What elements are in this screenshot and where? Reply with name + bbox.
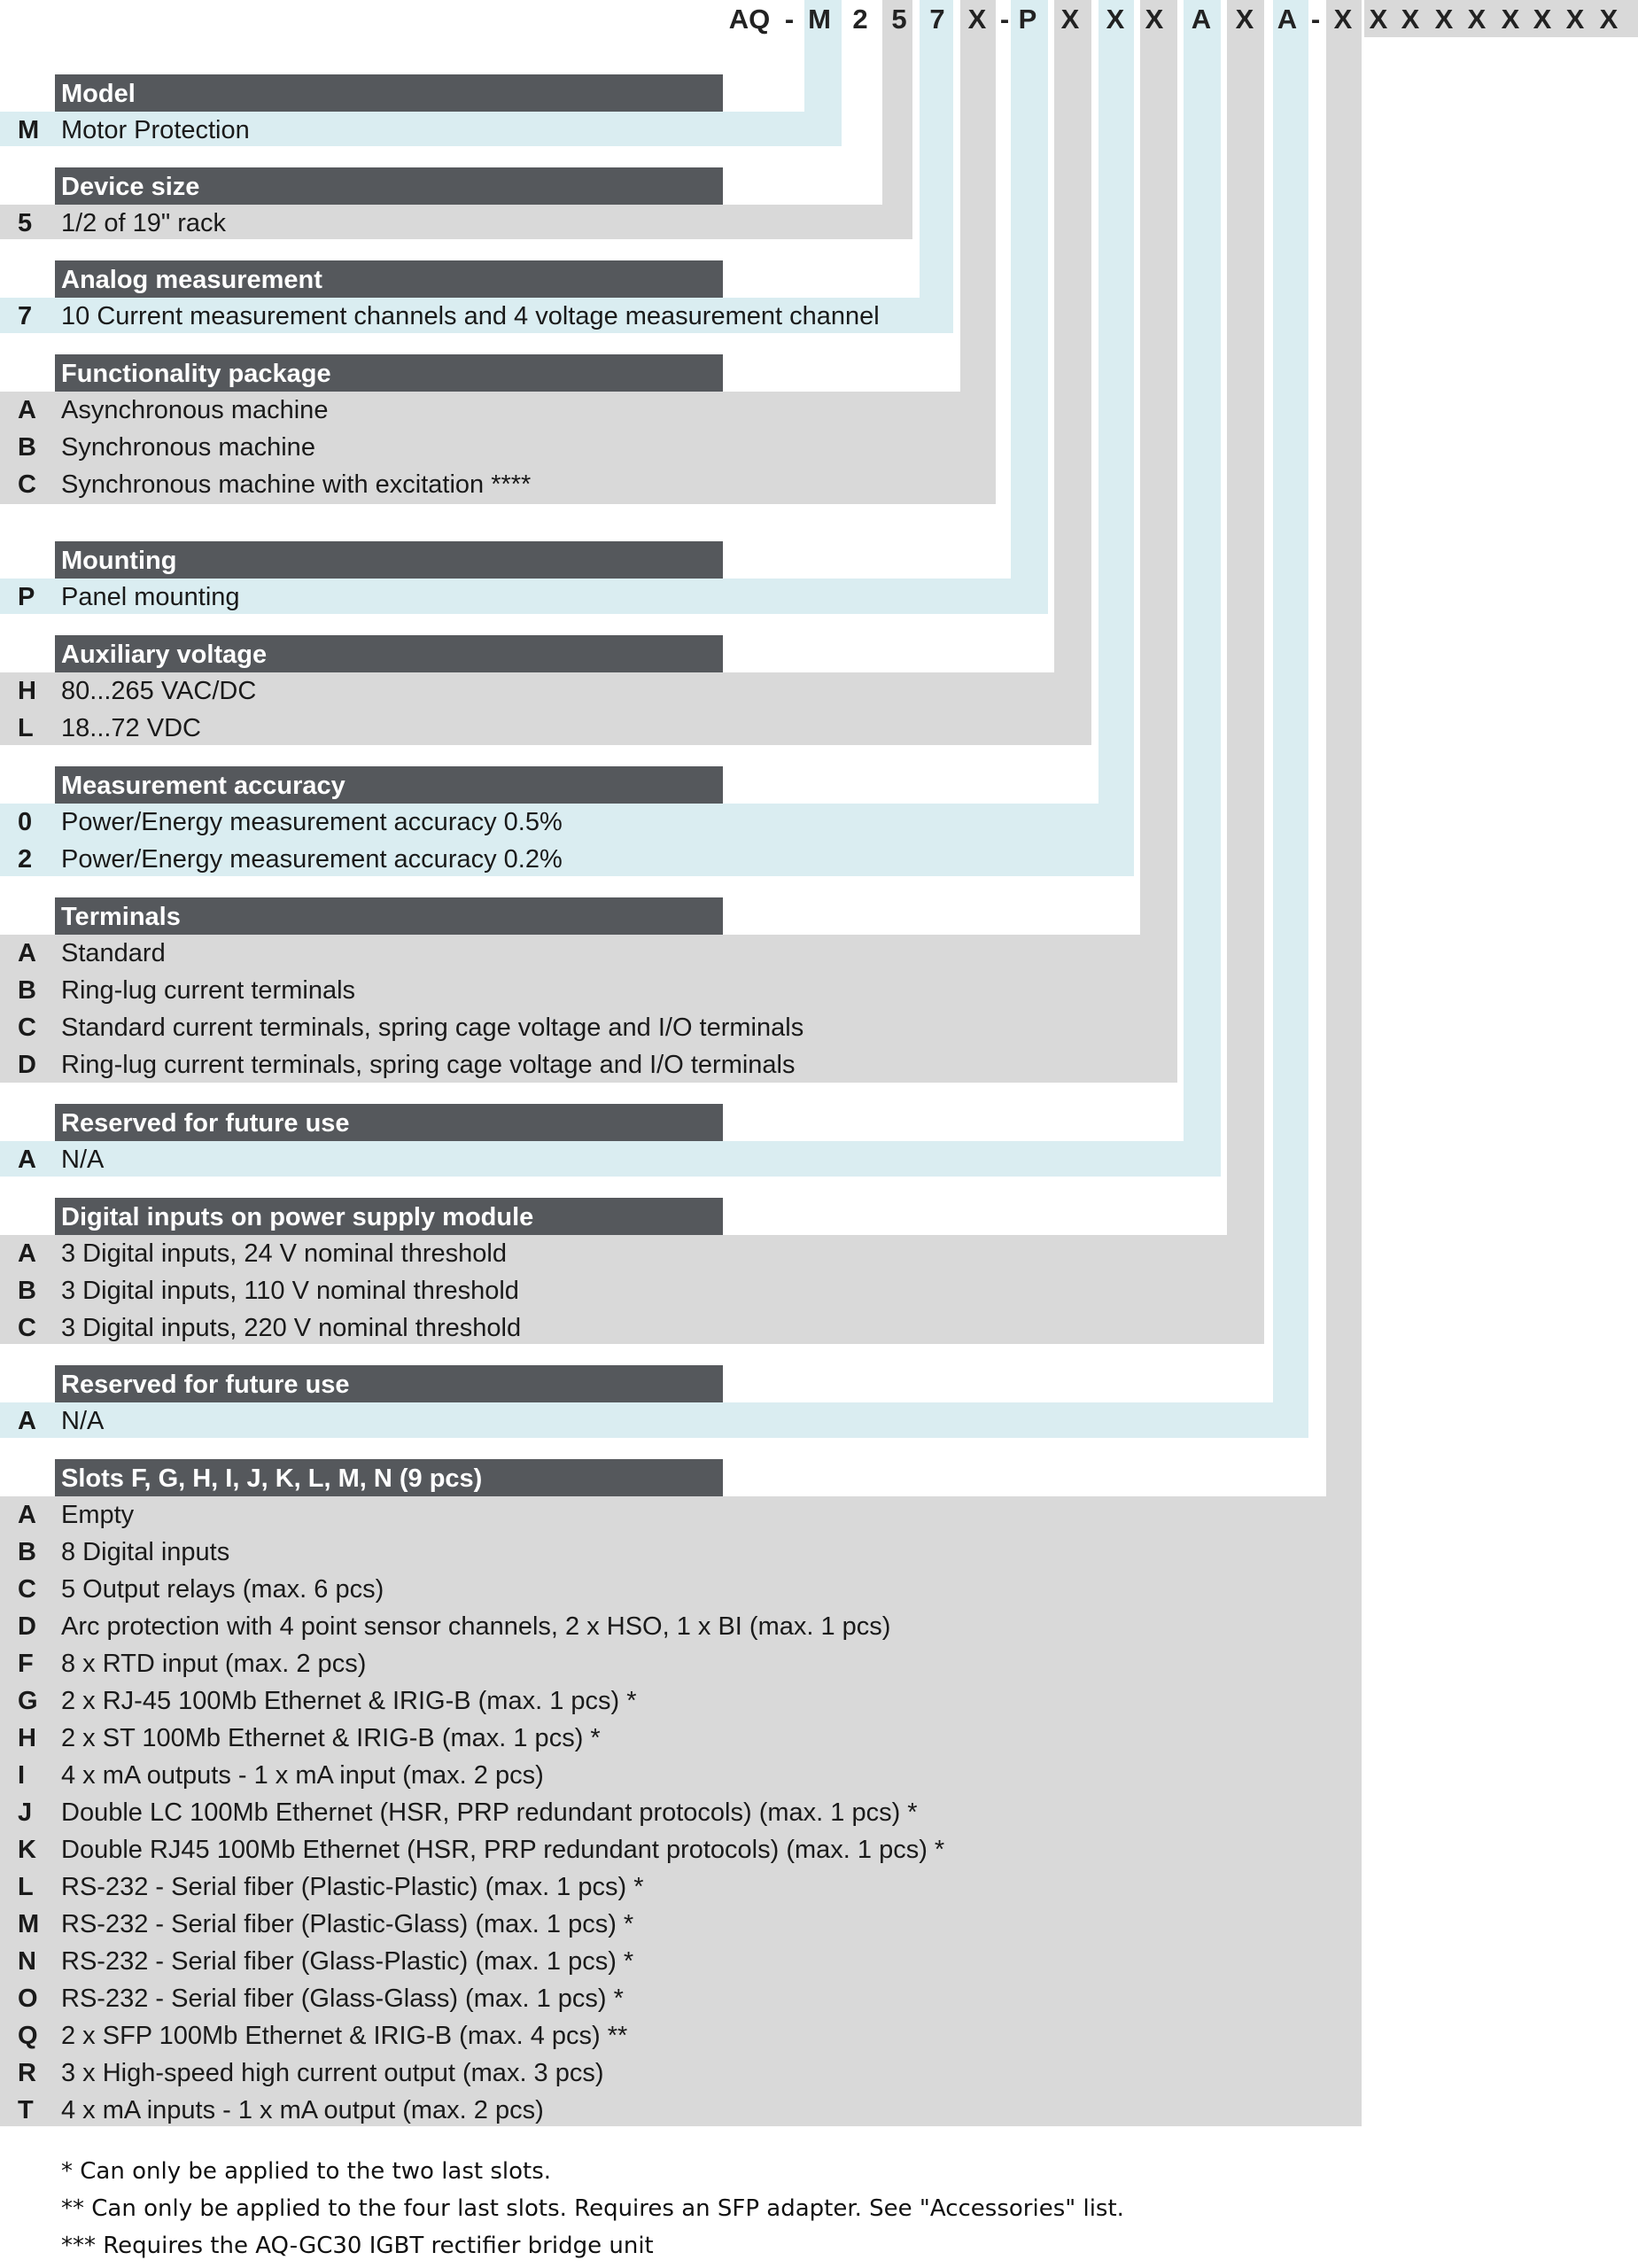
option-row xyxy=(0,1009,1177,1046)
order-code-character: X xyxy=(1369,4,1388,35)
section-header: Auxiliary voltage xyxy=(55,635,723,672)
option-row xyxy=(0,1757,1362,1794)
order-code-character: - xyxy=(1310,4,1321,35)
option-description: 2 x SFP 100Mb Ethernet & IRIG-B (max. 4 pcs) ** xyxy=(61,2022,628,2050)
option-row xyxy=(0,205,912,242)
order-code-character: X xyxy=(1501,4,1520,35)
option-row xyxy=(0,579,1048,616)
option-row xyxy=(0,392,996,429)
option-description: 1/2 of 19" rack xyxy=(61,209,227,237)
option-description: 10 Current measurement channels and 4 voltage measurement channel xyxy=(61,302,880,330)
option-row xyxy=(0,1906,1362,1943)
option-row xyxy=(0,1831,1362,1868)
section-header: Device size xyxy=(55,167,723,205)
option-description: Standard current terminals, spring cage voltage and I/O terminals xyxy=(61,1014,804,1042)
section-header: Terminals xyxy=(55,897,723,935)
option-description: 3 Digital inputs, 220 V nominal threshold xyxy=(61,1314,522,1342)
option-row xyxy=(0,1496,1362,1534)
option-description: N/A xyxy=(61,1146,105,1174)
option-description: Double RJ45 100Mb Ethernet (HSR, PRP redundant protocols) (max. 1 pcs) * xyxy=(61,1836,945,1864)
option-description: 3 Digital inputs, 24 V nominal threshold xyxy=(61,1239,507,1268)
option-description: Ring-lug current terminals xyxy=(61,976,356,1005)
option-row xyxy=(0,1534,1362,1571)
option-description: 3 x High-speed high current output (max. 3 pcs) xyxy=(61,2059,604,2087)
option-description: 2 x ST 100Mb Ethernet & IRIG-B (max. 1 pcs) * xyxy=(61,1724,601,1752)
option-description: 8 Digital inputs xyxy=(61,1538,230,1566)
option-row xyxy=(0,672,1091,710)
option-code: K xyxy=(18,1836,36,1864)
option-code: M xyxy=(18,116,40,144)
option-description: RS-232 - Serial fiber (Plastic-Plastic) (max. 1 pcs) * xyxy=(61,1873,644,1901)
option-code: R xyxy=(18,2059,36,2087)
option-description: 3 Digital inputs, 110 V nominal threshold xyxy=(61,1277,519,1305)
option-code: O xyxy=(18,1984,38,2013)
order-code-character: X xyxy=(1434,4,1454,35)
option-row xyxy=(0,1682,1362,1720)
footnote: * Can only be applied to the two last slots. xyxy=(61,2158,552,2185)
option-description: 5 Output relays (max. 6 pcs) xyxy=(61,1575,384,1604)
option-row xyxy=(0,841,1134,878)
option-row xyxy=(0,2092,1362,2129)
option-description: Arc protection with 4 point sensor channels, 2 x HSO, 1 x BI (max. 1 pcs) xyxy=(61,1612,891,1641)
option-row xyxy=(0,1141,1221,1178)
option-description: Motor Protection xyxy=(61,116,250,144)
option-row xyxy=(0,972,1177,1009)
order-code-character: P xyxy=(1018,4,1037,35)
option-code: A xyxy=(18,1239,36,1268)
option-row xyxy=(0,1608,1362,1645)
option-code: A xyxy=(18,939,36,967)
section-header: Mounting xyxy=(55,541,723,579)
option-code: I xyxy=(18,1761,26,1790)
connector-bar xyxy=(920,0,953,333)
option-code: B xyxy=(18,433,36,462)
option-code: M xyxy=(18,1910,40,1938)
option-description: Empty xyxy=(61,1501,135,1529)
option-row xyxy=(0,710,1091,747)
option-code: A xyxy=(18,1407,36,1435)
option-row xyxy=(0,1645,1362,1682)
option-code: L xyxy=(18,714,34,742)
option-code: L xyxy=(18,1873,34,1901)
option-description: Synchronous machine with excitation **** xyxy=(61,470,532,499)
option-description: Double LC 100Mb Ethernet (HSR, PRP redundant protocols) (max. 1 pcs) * xyxy=(61,1798,918,1827)
option-code: B xyxy=(18,976,36,1005)
option-code: A xyxy=(18,1146,36,1174)
order-code-character: 5 xyxy=(891,4,907,35)
order-code-character: - xyxy=(999,4,1010,35)
order-code-character: X xyxy=(1333,4,1353,35)
option-description: 4 x mA outputs - 1 x mA input (max. 2 pcs) xyxy=(61,1761,544,1790)
option-row xyxy=(0,1720,1362,1757)
option-row xyxy=(0,804,1134,841)
option-row xyxy=(0,1980,1362,2017)
section-header: Slots F, G, H, I, J, K, L, M, N (9 pcs) xyxy=(55,1459,723,1496)
option-code: T xyxy=(18,2096,34,2124)
option-code: C xyxy=(18,1575,36,1604)
option-code: H xyxy=(18,1724,36,1752)
option-row xyxy=(0,429,996,466)
option-row xyxy=(0,1868,1362,1906)
option-code: A xyxy=(18,396,36,424)
option-description: 2 x RJ-45 100Mb Ethernet & IRIG-B (max. 1 pcs) * xyxy=(61,1687,637,1715)
order-code-character: A xyxy=(1191,4,1212,35)
option-code: C xyxy=(18,1314,36,1342)
order-code-character: X xyxy=(967,4,987,35)
option-code: D xyxy=(18,1612,36,1641)
option-description: 18...72 VDC xyxy=(61,714,201,742)
section-header: Measurement accuracy xyxy=(55,766,723,804)
section-header: Model xyxy=(55,74,723,112)
option-row xyxy=(0,112,842,149)
connector-bar xyxy=(1098,0,1134,876)
order-code-character: 2 xyxy=(852,4,868,35)
section-header: Analog measurement xyxy=(55,260,723,298)
option-description: Asynchronous machine xyxy=(61,396,329,424)
option-description: 80...265 VAC/DC xyxy=(61,677,257,705)
option-code: 5 xyxy=(18,209,33,237)
order-code-character: X xyxy=(1533,4,1552,35)
option-code: D xyxy=(18,1051,36,1079)
footnotes xyxy=(61,2153,1124,2264)
option-code: J xyxy=(18,1798,33,1827)
order-code-character: A xyxy=(1277,4,1298,35)
option-description: RS-232 - Serial fiber (Glass-Plastic) (max. 1 pcs) * xyxy=(61,1947,634,1976)
option-code: Q xyxy=(18,2022,38,2050)
option-description: RS-232 - Serial fiber (Glass-Glass) (max. 1 pcs) * xyxy=(61,1984,624,2013)
option-row xyxy=(0,1309,1264,1347)
option-description: N/A xyxy=(61,1407,105,1435)
order-code-character: - xyxy=(784,4,795,35)
section-header: Functionality package xyxy=(55,354,723,392)
connector-bar xyxy=(1054,0,1091,745)
option-code: 7 xyxy=(18,302,33,330)
option-row xyxy=(0,1794,1362,1831)
option-row xyxy=(0,935,1177,972)
section-header: Reserved for future use xyxy=(55,1104,723,1141)
order-code-character: X xyxy=(1145,4,1164,35)
option-code: A xyxy=(18,1501,36,1529)
option-code: F xyxy=(18,1650,34,1678)
option-description: Power/Energy measurement accuracy 0.5% xyxy=(61,808,563,836)
option-row xyxy=(0,1272,1264,1309)
connector-bar xyxy=(1227,0,1264,1344)
option-row xyxy=(0,1571,1362,1608)
order-code-character: X xyxy=(1106,4,1125,35)
option-code: G xyxy=(18,1687,38,1715)
order-code-character: X xyxy=(1599,4,1619,35)
option-description: 8 x RTD input (max. 2 pcs) xyxy=(61,1650,367,1678)
order-code-character: AQ xyxy=(728,4,771,35)
connector-bar xyxy=(1011,0,1048,614)
option-row xyxy=(0,1402,1308,1440)
order-code-character: X xyxy=(1467,4,1487,35)
option-description: Power/Energy measurement accuracy 0.2% xyxy=(61,845,563,874)
option-code: 2 xyxy=(18,845,33,874)
order-code-character: X xyxy=(1565,4,1585,35)
footnote: *** Requires the AQ-GC30 IGBT rectifier bridge unit xyxy=(61,2233,654,2259)
option-row xyxy=(0,1046,1177,1084)
option-code: C xyxy=(18,1014,36,1042)
option-row xyxy=(0,2054,1362,2092)
option-code: C xyxy=(18,470,36,499)
option-row xyxy=(0,466,996,503)
option-description: Panel mounting xyxy=(61,583,240,611)
section-header: Digital inputs on power supply module xyxy=(55,1198,723,1235)
option-row xyxy=(0,1943,1362,1980)
section-header: Reserved for future use xyxy=(55,1365,723,1402)
option-description: Ring-lug current terminals, spring cage voltage and I/O terminals xyxy=(61,1051,796,1079)
option-description: Standard xyxy=(61,939,166,967)
order-code-character: M xyxy=(808,4,831,35)
option-code: B xyxy=(18,1538,36,1566)
connector-bar xyxy=(1184,0,1221,1177)
option-code: B xyxy=(18,1277,36,1305)
order-code-character: X xyxy=(1235,4,1254,35)
option-code: H xyxy=(18,677,36,705)
footnote: ** Can only be applied to the four last slots. Requires an SFP adapter. See "Accessories" list. xyxy=(61,2195,1124,2222)
option-description: RS-232 - Serial fiber (Plastic-Glass) (max. 1 pcs) * xyxy=(61,1910,634,1938)
connector-bar xyxy=(1140,0,1177,1083)
option-code: 0 xyxy=(18,808,33,836)
order-code-character: X xyxy=(1401,4,1420,35)
option-row xyxy=(0,298,953,335)
option-row xyxy=(0,1235,1264,1272)
connector-bar xyxy=(1273,0,1308,1438)
option-code: P xyxy=(18,583,35,611)
order-code-character: X xyxy=(1060,4,1080,35)
option-description: Synchronous machine xyxy=(61,433,315,462)
option-code: N xyxy=(18,1947,36,1976)
order-code-character: 7 xyxy=(929,4,945,35)
option-description: 4 x mA inputs - 1 x mA output (max. 2 pcs) xyxy=(61,2096,544,2124)
option-row xyxy=(0,2017,1362,2054)
